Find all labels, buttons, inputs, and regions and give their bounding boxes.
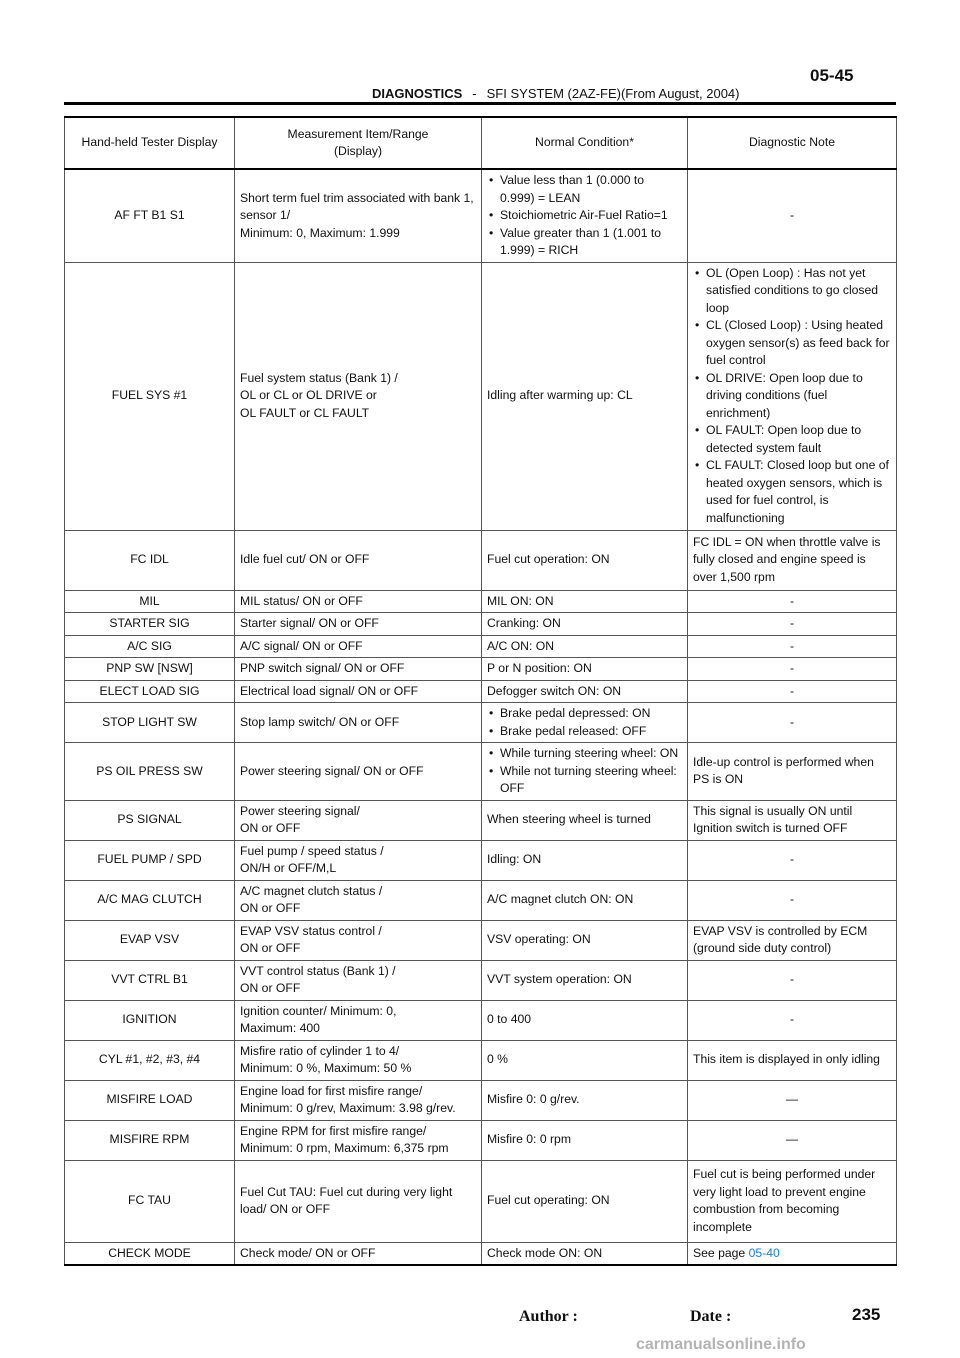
table-header-row [65, 117, 897, 169]
bullet-item: • CL (Closed Loop) : Using heated oxygen sensor(s) as feed back for fuel control [693, 317, 891, 370]
cell-normal-condition: When steering wheel is turned [482, 800, 688, 840]
cell-tester-display: FC TAU [65, 1160, 235, 1242]
item-line: ON/H or OFF/M,L [240, 861, 337, 875]
cell-diagnostic-note: - [688, 169, 897, 262]
normal-condition-list [487, 745, 682, 798]
table-row [65, 840, 897, 880]
cell-measurement-item [235, 1120, 482, 1160]
item-line: OL or CL or OL DRIVE or [240, 388, 377, 403]
cell-normal-condition [482, 703, 688, 743]
cell-diagnostic-note: - [688, 840, 897, 880]
table-row [65, 658, 897, 681]
cell-diagnostic-note: This signal is usually ON until Ignition switch is turned OFF [688, 800, 897, 840]
item-line: ON or OFF [240, 981, 301, 995]
cell-tester-display: STARTER SIG [65, 613, 235, 636]
cell-measurement-item [235, 658, 482, 681]
cell-tester-display: MIL [65, 590, 235, 613]
item-line: OL FAULT or CL FAULT [240, 405, 370, 420]
item-line: Idle fuel cut/ ON or OFF [240, 552, 370, 567]
running-header [372, 86, 739, 101]
item-line: Misfire ratio of cylinder 1 to 4/ [240, 1043, 400, 1058]
cell-diagnostic-note: - [688, 880, 897, 920]
cell-diagnostic-note: - [688, 703, 897, 743]
cell-normal-condition [482, 743, 688, 801]
cell-tester-display: EVAP VSV [65, 920, 235, 960]
table-row [65, 1160, 897, 1242]
cell-measurement-item [235, 880, 482, 920]
cell-diagnostic-note: — [688, 1080, 897, 1120]
cell-tester-display: AF FT B1 S1 [65, 169, 235, 262]
cell-diagnostic-note: - [688, 613, 897, 636]
cell-normal-condition: Idling: ON [482, 840, 688, 880]
table-row [65, 1080, 897, 1120]
item-line: ON or OFF [240, 821, 301, 835]
col-header-normal: Normal Condition* [482, 117, 688, 169]
cell-diagnostic-note: - [688, 635, 897, 658]
col-header-item-line1: Measurement Item/Range [287, 126, 429, 141]
cell-diagnostic-note: - [688, 658, 897, 681]
item-line: Engine load for first misfire range/ [240, 1083, 423, 1098]
table-row [65, 530, 897, 590]
cell-normal-condition: 0 % [482, 1040, 688, 1080]
bullet-item: • OL FAULT: Open loop due to detected system fault [693, 422, 891, 457]
cell-diagnostic-note: — [688, 1120, 897, 1160]
item-line: Check mode/ ON or OFF [240, 1245, 376, 1260]
item-line: Minimum: 0 rpm, Maximum: 6,375 rpm [240, 1141, 449, 1155]
col-header-item [235, 117, 482, 169]
cell-tester-display: VVT CTRL B1 [65, 960, 235, 1000]
cell-tester-display: FUEL PUMP / SPD [65, 840, 235, 880]
item-line: A/C magnet clutch status / [240, 883, 383, 898]
table-row [65, 703, 897, 743]
cell-normal-condition: Idling after warming up: CL [482, 262, 688, 530]
see-page-text: See page [693, 1245, 749, 1260]
cell-normal-condition: Defogger switch ON: ON [482, 680, 688, 703]
cell-measurement-item [235, 530, 482, 590]
cell-normal-condition: 0 to 400 [482, 1000, 688, 1040]
cell-measurement-item [235, 1040, 482, 1080]
bullet-item: • CL FAULT: Closed loop but one of heated oxygen sensors, which is used for fuel control, is malfunctioning [693, 457, 891, 527]
table-row [65, 743, 897, 801]
cell-diagnostic-note: - [688, 680, 897, 703]
cell-measurement-item [235, 1242, 482, 1265]
cell-normal-condition: Misfire 0: 0 g/rev. [482, 1080, 688, 1120]
cell-normal-condition: VVT system operation: ON [482, 960, 688, 1000]
cell-tester-display: FUEL SYS #1 [65, 262, 235, 530]
cell-normal-condition [482, 169, 688, 262]
cell-diagnostic-note: Fuel cut is being performed under very light load to prevent engine combustion from becoming incomplete [688, 1160, 897, 1242]
item-line: Short term fuel trim associated with bank 1, sensor 1/ [240, 190, 474, 222]
table-row [65, 169, 897, 262]
cell-tester-display: MISFIRE LOAD [65, 1080, 235, 1120]
item-line: Engine RPM for first misfire range/ [240, 1123, 427, 1138]
cell-tester-display: PS SIGNAL [65, 800, 235, 840]
cell-diagnostic-note [688, 1242, 897, 1265]
cell-measurement-item [235, 635, 482, 658]
table-row [65, 1242, 897, 1265]
cell-normal-condition: P or N position: ON [482, 658, 688, 681]
cell-tester-display: ELECT LOAD SIG [65, 680, 235, 703]
bullet-item: • While not turning steering wheel: OFF [487, 763, 682, 798]
item-line: EVAP VSV status control / [240, 923, 382, 938]
item-line: Electrical load signal/ ON or OFF [240, 683, 419, 698]
cell-tester-display: PS OIL PRESS SW [65, 743, 235, 801]
cell-tester-display: PNP SW [NSW] [65, 658, 235, 681]
cell-normal-condition: A/C ON: ON [482, 635, 688, 658]
item-line: ON or OFF [240, 901, 301, 915]
item-line: PNP switch signal/ ON or OFF [240, 661, 405, 675]
cell-tester-display: CHECK MODE [65, 1242, 235, 1265]
item-line: Minimum: 0 g/rev, Maximum: 3.98 g/rev. [240, 1101, 456, 1115]
page-number: 05-45 [810, 66, 854, 85]
cell-tester-display: A/C SIG [65, 635, 235, 658]
col-header-note: Diagnostic Note [688, 117, 897, 169]
cell-measurement-item [235, 262, 482, 530]
cell-measurement-item [235, 960, 482, 1000]
item-line: ON or OFF [240, 941, 301, 955]
item-line: Fuel system status (Bank 1) / [240, 370, 398, 385]
cell-diagnostic-note: - [688, 1000, 897, 1040]
cell-measurement-item [235, 920, 482, 960]
item-line: Ignition counter/ Minimum: 0, [240, 1003, 397, 1018]
table-row [65, 920, 897, 960]
cell-diagnostic-note: FC IDL = ON when throttle valve is fully closed and engine speed is over 1,500 rpm [688, 530, 897, 590]
bullet-item: • OL DRIVE: Open loop due to driving conditions (fuel enrichment) [693, 370, 891, 423]
bullet-item: • Brake pedal depressed: ON [487, 705, 682, 723]
footer-date-label: Date : [690, 1308, 732, 1325]
table-row [65, 1040, 897, 1080]
cell-normal-condition: Check mode ON: ON [482, 1242, 688, 1265]
bullet-item: • Value less than 1 (0.000 to 0.999) = LEAN [487, 172, 682, 207]
bullet-item: • While turning steering wheel: ON [487, 745, 682, 763]
footer-page-number: 235 [852, 1305, 881, 1324]
bullet-item: • OL (Open Loop) : Has not yet satisfied conditions to go closed loop [693, 265, 891, 318]
table-row [65, 1000, 897, 1040]
cell-tester-display: A/C MAG CLUTCH [65, 880, 235, 920]
cell-measurement-item [235, 1080, 482, 1120]
cell-diagnostic-note: - [688, 590, 897, 613]
cell-measurement-item [235, 169, 482, 262]
cell-tester-display: IGNITION [65, 1000, 235, 1040]
cell-normal-condition: Fuel cut operation: ON [482, 530, 688, 590]
cell-diagnostic-note: This item is displayed in only idling [688, 1040, 897, 1080]
cell-diagnostic-note: EVAP VSV is controlled by ECM (ground side duty control) [688, 920, 897, 960]
item-line: MIL status/ ON or OFF [240, 593, 363, 608]
col-header-display: Hand-held Tester Display [65, 117, 235, 169]
col-header-item-line2: (Display) [333, 144, 383, 158]
header-separator: - [472, 86, 477, 101]
item-line: Maximum: 400 [240, 1021, 320, 1035]
table-row [65, 590, 897, 613]
cell-normal-condition: MIL ON: ON [482, 590, 688, 613]
item-line: Minimum: 0 %, Maximum: 50 % [240, 1061, 412, 1075]
table-row [65, 960, 897, 1000]
table-row [65, 635, 897, 658]
table-row [65, 262, 897, 530]
cell-measurement-item [235, 1160, 482, 1242]
cell-normal-condition: A/C magnet clutch ON: ON [482, 880, 688, 920]
cell-tester-display: FC IDL [65, 530, 235, 590]
normal-condition-list [487, 172, 682, 260]
table-row [65, 1120, 897, 1160]
footer-author-label: Author : [519, 1308, 578, 1325]
diagnostic-note-list [693, 265, 891, 528]
header-rule [64, 102, 896, 105]
item-line: VVT control status (Bank 1) / [240, 963, 396, 978]
cell-normal-condition: Fuel cut operating: ON [482, 1160, 688, 1242]
item-line: A/C signal/ ON or OFF [240, 638, 363, 653]
table-row [65, 680, 897, 703]
bullet-item: • Stoichiometric Air-Fuel Ratio=1 [487, 207, 682, 225]
normal-condition-list [487, 705, 682, 740]
item-line: Fuel pump / speed status / [240, 843, 384, 858]
cell-diagnostic-note [688, 262, 897, 530]
cell-measurement-item [235, 703, 482, 743]
table-body [65, 169, 897, 1265]
see-page-link[interactable]: 05-40 [748, 1245, 780, 1260]
cell-measurement-item [235, 743, 482, 801]
cell-normal-condition: VSV operating: ON [482, 920, 688, 960]
watermark: carmanualsonline.info [636, 1336, 806, 1353]
cell-measurement-item [235, 613, 482, 636]
bullet-item: • Value greater than 1 (1.001 to 1.999) = RICH [487, 225, 682, 260]
header-section: SFI SYSTEM (2AZ-FE)(From August, 2004) [486, 86, 740, 101]
cell-measurement-item [235, 840, 482, 880]
cell-measurement-item [235, 680, 482, 703]
cell-diagnostic-note: - [688, 960, 897, 1000]
cell-measurement-item [235, 1000, 482, 1040]
tester-display-table [64, 116, 897, 1266]
item-line: Fuel Cut TAU: Fuel cut during very light load/ ON or OFF [240, 1184, 453, 1216]
item-line: Starter signal/ ON or OFF [240, 616, 379, 630]
item-line: Minimum: 0, Maximum: 1.999 [240, 225, 400, 240]
table-row [65, 800, 897, 840]
header-department: DIAGNOSTICS [372, 86, 463, 101]
cell-tester-display: STOP LIGHT SW [65, 703, 235, 743]
bullet-item: • Brake pedal released: OFF [487, 723, 682, 741]
cell-tester-display: MISFIRE RPM [65, 1120, 235, 1160]
cell-measurement-item [235, 800, 482, 840]
item-line: Power steering signal/ ON or OFF [240, 763, 424, 778]
cell-diagnostic-note: Idle-up control is performed when PS is ON [688, 743, 897, 801]
cell-measurement-item [235, 590, 482, 613]
item-line: Power steering signal/ [240, 803, 360, 818]
cell-normal-condition: Misfire 0: 0 rpm [482, 1120, 688, 1160]
cell-normal-condition: Cranking: ON [482, 613, 688, 636]
cell-tester-display: CYL #1, #2, #3, #4 [65, 1040, 235, 1080]
item-line: Stop lamp switch/ ON or OFF [240, 714, 400, 729]
table-row [65, 880, 897, 920]
table-row [65, 613, 897, 636]
